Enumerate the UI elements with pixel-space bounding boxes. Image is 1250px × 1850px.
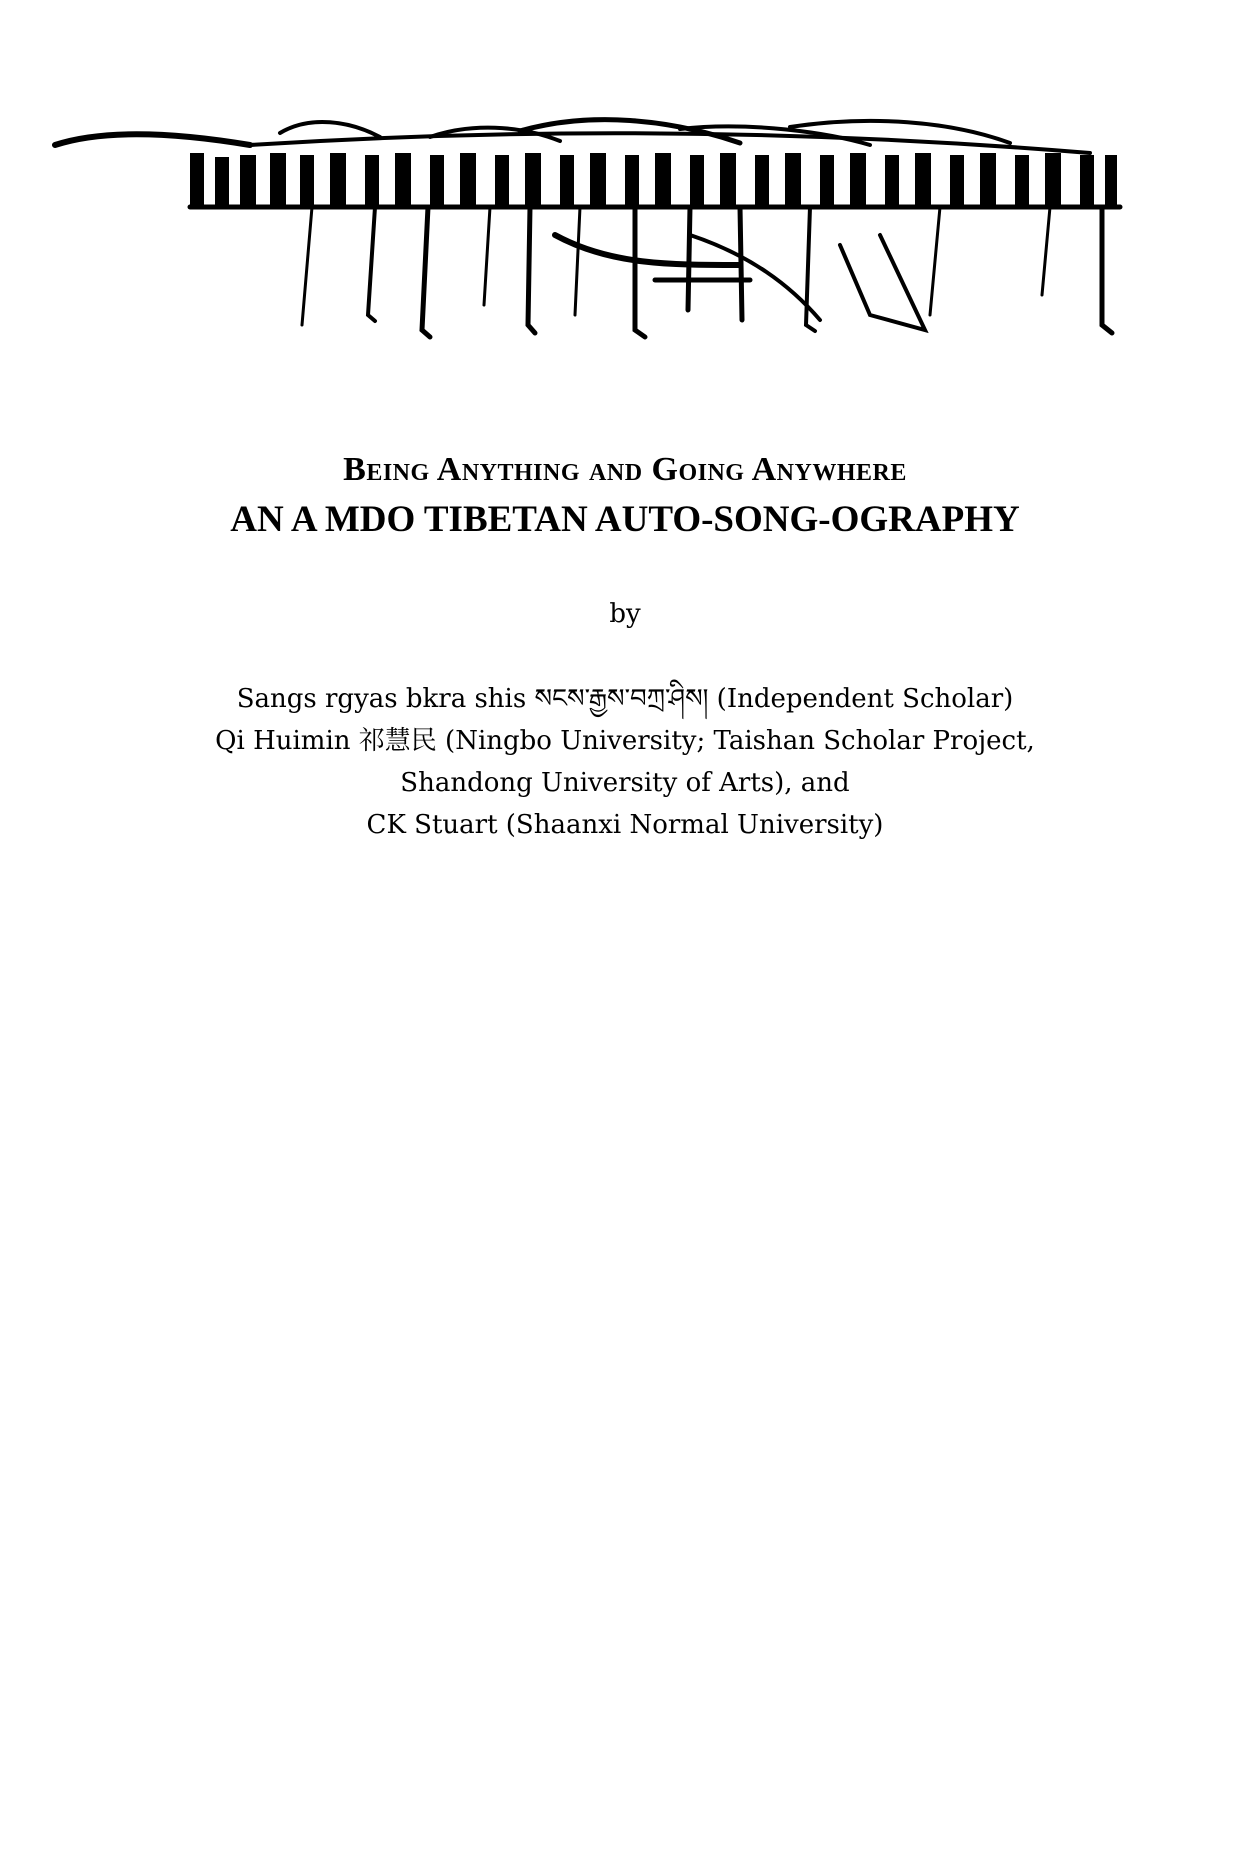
authors-list [0, 678, 1250, 846]
tibetan-calligraphy-icon [50, 115, 1130, 385]
author-line: CK Stuart (Shaanxi Normal University) [366, 810, 884, 840]
author-line: Sangs rgyas bkra shis སངས་རྒྱས་བཀྲ་ཤིས། (Independent Scholar) [236, 684, 1014, 714]
author-line: Qi Huimin 祁慧民 (Ningbo University; Taishan Scholar Project, [215, 726, 1035, 756]
title-line-1: Being Anything and Going Anywhere [343, 451, 907, 488]
author-line: Shandong University of Arts), and [400, 768, 850, 798]
title-block [0, 448, 1250, 544]
byline: by [609, 599, 641, 629]
title-line-2: AN A MDO TIBETAN AUTO-SONG-OGRAPHY [230, 499, 1020, 540]
